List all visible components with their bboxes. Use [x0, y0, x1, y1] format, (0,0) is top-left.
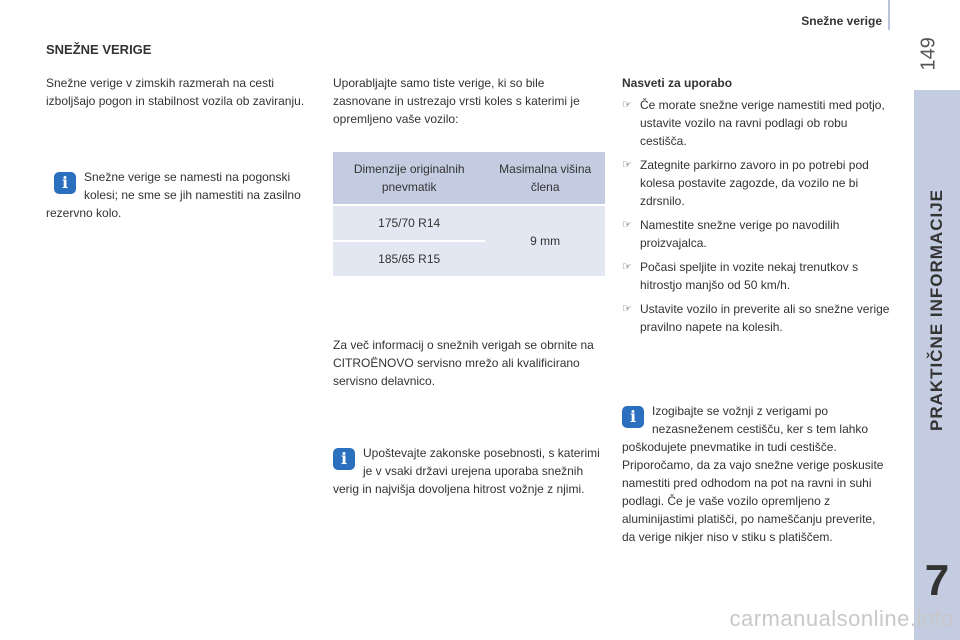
finger-pointer-icon: ☞: [622, 219, 632, 231]
info-text: Upoštevajte zakonske posebnosti, s katerimi je v vsaki državi urejena uporaba snežnih verig in najvišja dovoljena hitrost vožnje z njimi.: [333, 446, 600, 496]
side-tab-label: PRAKTIČNE INFORMACIJE: [927, 189, 946, 432]
watermark: carmanualsonline.info: [729, 606, 954, 631]
tips-list: [622, 96, 892, 336]
list-item: ☞ Počasi speljite in vozite nekaj trenutkov s hitrostjo manjšo od 50 km/h.: [622, 260, 859, 292]
table-cell-max-height: 9 mm: [485, 206, 605, 276]
tips-title: Nasveti za uporabo: [622, 76, 733, 90]
info-box-warning: [622, 402, 892, 546]
finger-pointer-icon: ☞: [622, 159, 632, 171]
table-header-row: [333, 152, 605, 204]
tips-block: [622, 74, 892, 342]
list-item: ☞ Ustavite vozilo in preverite ali so snežne verige pravilno napete na kolesih.: [622, 302, 890, 334]
chains-intro-text: Uporabljajte samo tiste verige, ki so bile zasnovane in ustrezajo vrsti koles s katerimi je opremljeno vaše vozilo:: [333, 76, 580, 126]
finger-pointer-icon: ☞: [622, 99, 632, 111]
chapter-number: 7: [924, 556, 950, 605]
info-icon: i: [333, 448, 355, 470]
info-icon: i: [54, 172, 76, 194]
section-title: SNEŽNE VERIGE: [46, 42, 152, 57]
table-cell-tyre: 175/70 R14: [333, 206, 485, 240]
tyre-table: [333, 150, 605, 278]
list-item: ☞ Če morate snežne verige namestiti med potjo, ustavite vozilo na ravni podlagi ob robu cestišča.: [622, 98, 885, 148]
table-cell-tyre: 185/65 R15: [333, 242, 485, 276]
finger-pointer-icon: ☞: [622, 261, 632, 273]
tyre-table-wrap: [333, 150, 605, 278]
table-header-max-height: Masimalna višina člena: [485, 152, 605, 204]
info-box-drive-wheels: [46, 168, 314, 222]
info-box-legal: [333, 444, 605, 498]
page-number: 149: [917, 37, 940, 71]
list-item: ☞ Zategnite parkirno zavoro in po potrebi pod kolesa postavite zagozde, da vozilo ne bi zdrsnilo.: [622, 158, 869, 208]
header-rule: [888, 0, 890, 30]
column-2: [333, 74, 605, 128]
info-text: Snežne verige se namesti na pogonski kolesi; ne sme se jih namestiti na zasilno rezervno kolo.: [46, 170, 301, 220]
intro-text: Snežne verige v zimskih razmerah na cesti izboljšajo pogon in stabilnost vozila ob zaviranju.: [46, 76, 305, 108]
finger-pointer-icon: ☞: [622, 303, 632, 315]
info-icon: i: [622, 406, 644, 428]
list-item: ☞ Namestite snežne verige po navodilih proizvajalca.: [622, 218, 840, 250]
table-row: [333, 206, 605, 240]
column-1: [46, 74, 314, 110]
table-header-dimensions: Dimenzije originalnih pnevmatik: [333, 152, 485, 204]
header-title: Snežne verige: [801, 14, 882, 28]
more-info-text: Za več informacij o snežnih verigah se obrnite na CITROËNOVO servisno mrežo ali kvalificirano servisno delavnico.: [333, 338, 594, 388]
more-info-block: [333, 336, 605, 390]
info-text: Izogibajte se vožnji z verigami po nezasneženem cestišču, ker s tem lahko poškodujete pnevmatike in tudi cestišče. Priporočamo, da za vajo snežne verige poskusite namestiti pred odhodom na pot na ravni in suhi podlagi. Če je vaše vozilo opremljeno z aluminijastimi platišči, po nameščanju preverite, da verige nikjer niso v stiku s platiščem.: [622, 404, 884, 544]
